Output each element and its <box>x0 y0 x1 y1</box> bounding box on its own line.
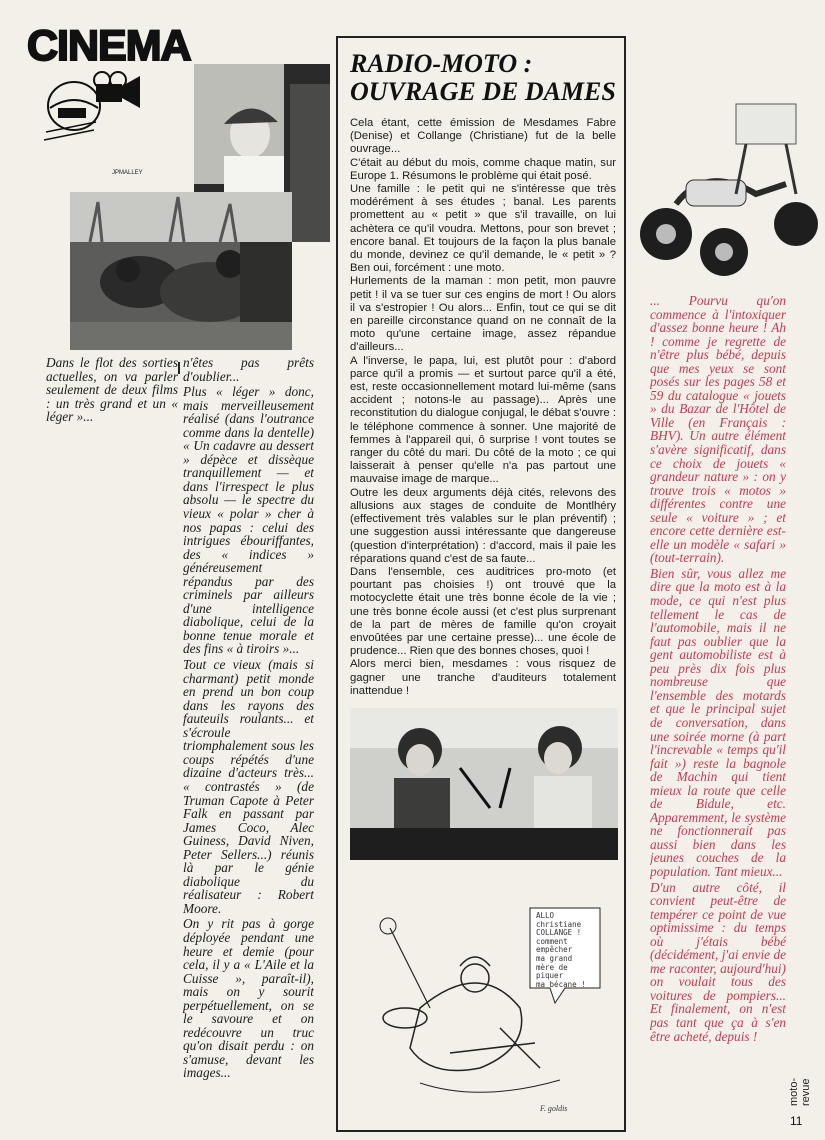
cartoon-speech-bubble-text: ALLO christiane COLLANGE ! comment empêcher ma grand mère de piquer ma bécane ! <box>536 911 586 989</box>
article-paragraph: Une famille : le petit qui ne s'intéresse que très modérément à ses études ; banal. Les parents promettent au « petit » que s'il travaille, on lui achètera ce qu'il voudra. Mettons, pour son brevet ; encore banal. Et toujours de la façon la plus banale du monde, devinez ce qu'il demande, le « petit » ? Ben oui, forcément : une moto. <box>350 183 616 275</box>
cinema-paragraph: n'êtes pas prêts d'oublier... <box>183 356 314 384</box>
article-paragraph: Outre les deux arguments déjà cités, relevons des allusions aux stages de conduite de Montlhéry (effectivement très valables sur le plan préventif) ; une suggestion aussi intéressante que dangereuse (question d'interprétation) : d'accord, mais il paie les réparations quand c'est de sa faute... <box>350 486 616 565</box>
article-paragraph: Alors merci bien, mesdames : vous risquez de gagner une tranche d'auditeurs totalement inattendue ! <box>350 658 616 697</box>
right-paragraph: D'un autre côté, il convient peut-être de tempérer ce point de vue optimissime : du temps où j'étais bébé (décidément, j'ai envie de me raconter, aujourd'hui) on voulait tous des voitures de pompiers... Et finalement, on n'est pas tant que ça à s'en être acheté, depuis ! <box>650 879 786 1044</box>
article-body <box>350 117 616 699</box>
cinema-paragraph: Tout ce vieux (mais si charmant) petit monde en prend un bon coup dans les rayons des fauteuils roulants... et s'écroule triomphalement sous les coups répétés d'une dizaine d'acteurs très... « contrastés » (de Truman Capote à Peter Falk en passant par James Coco, Alec Guiness, David Niven, Peter Sellers...) réunis là par le génie diabolique du réalisateur : Robert Moore. <box>183 657 314 916</box>
article-title-line-2: OUVRAGE DE DAMES <box>350 77 616 106</box>
motorcycle-woman-cartoon <box>360 868 610 1118</box>
article-paragraph: Hurlements de la maman : mon petit, mon pauvre petit ! il va se tuer sur ces engins de mort ! Ou alors il va s'estropier ! Ou alors... Enfin, tout ce qui se dit en pareille circonstance quand on ne connaît de la moto qu'une certaine image, assez répandue d'ailleurs... <box>350 275 616 354</box>
cinema-paragraph: Dans le flot des sorties actuelles, on va parler seulement de deux films : un très grand et un « léger »... <box>46 356 178 425</box>
radio-studio-photo <box>350 708 618 860</box>
article-paragraph: C'était au début du mois, comme chaque matin, sur Europe 1. Résumons le problème qui était posé. <box>350 156 616 182</box>
cinema-column-2 <box>183 356 314 1132</box>
cartoon-signature: JPMALLEY <box>112 170 143 176</box>
magazine-name: moto-revue <box>788 1077 812 1106</box>
cinema-column-1 <box>46 356 178 1132</box>
section-title: CINEMA <box>27 22 191 70</box>
toy-motorcycles-photo <box>636 84 825 282</box>
right-paragraph: ... Pourvu qu'on commence à l'intoxiquer d'assez bonne heure ! Ah ! comme je regrette de n'être plus bébé, depuis que mes yeux se sont posés sur les pages 58 et 59 du catalogue « jouets » du Bazar de l'Hôtel de Ville (en Français : BHV). Un autre élément s'avère significatif, dans ce choix de jouets « grandeur nature » : on y trouve trois « motos » différentes contre une seule « voiture » ; et encore cette dernière est-elle un modèle « safari » (tout-terrain). <box>650 294 786 566</box>
article-title <box>350 50 620 106</box>
page-number: 11 <box>790 1114 803 1128</box>
cinema-paragraph: On y rit pas à gorge déployée pendant une heure et demie (pour cela, il y a « L'Aile et la Cuisse », paraît-il), mais on y sourit perpétuellement, on se le savoure et on redécouvre un truc qu'on disait perdu : on s'amuse, devant les images... <box>183 916 314 1081</box>
right-paragraph: Bien sûr, vous allez me dire que la moto est à la mode, ce qui n'est plus tellement le cas de l'automobile, mais il ne faut pas oublier que la gent automobiliste est à peu près dix fois plus nombreuse que l'ensemble des motards et que le principal sujet de conversation, dans une soirée morne (à part l'increvable « temps qu'il fait ») reste la bagnole de Machin qui tient mieux la route que celle de Bidule, etc. Apparemment, le système ne fonctionnerait pas aussi bien dans les jeunes couches de la population. Tant mieux... <box>650 565 786 879</box>
right-column-text <box>650 294 786 1134</box>
article-paragraph: Dans l'ensemble, ces auditrices pro-moto (et pourtant pas choisies !) ont trouvé que la motocyclette était une très bonne école de la vie ; une très bonne école aussi (et c'est plus surprenant de la part de mères de famille qu'on croyait envoûtées par une certaine presse)... une école de prudence... Rien que des bonnes choses, quoi ! <box>350 565 616 658</box>
film-still-battle-photo <box>70 192 292 350</box>
cinema-cartoon-illustration <box>36 62 156 152</box>
column-divider <box>178 362 180 374</box>
article-title-line-1: RADIO-MOTO : <box>350 49 533 78</box>
cinema-paragraph: Plus « léger » donc, mais merveilleusement réalisé (dans l'outrance comme dans la dentelle) « Un cadavre au dessert » dépèce et dissèque tranquillement — et dans l'irrespect le plus absolu — le spectre du vieux « polar » cher à nos papas : celui des intrigues ébouriffantes, des « indices » généreusement répandus par des criminels par ailleurs d'une intelligence diabolique, celui de la bonne tenue morale et des fins « à tiroirs »... <box>183 384 314 657</box>
article-paragraph: Cela étant, cette émission de Mesdames Fabre (Denise) et Collange (Christiane) fut de la belle ouvrage... <box>350 117 616 156</box>
cartoon-signature-2: F. goldis <box>540 1104 568 1113</box>
article-paragraph: A l'inverse, le papa, lui, est plutôt pour : d'abord parce qu'il a promis — et surtout parce qu'il a été, est, reste occasionnellement motard lui-même (sans accident ; notons-le au passage)... Après une reconstitution du dialogue conjugal, le débat s'ouvre : le téléphone commence à sonner. Une majorité de femmes à l'appareil qui, ô surprise ! vont toutes se ranger du côté du mari. Du côté de la moto ; ce qui laisserait à penser qu'elle n'a pas partout une mauvaise image de marque... <box>350 354 616 486</box>
